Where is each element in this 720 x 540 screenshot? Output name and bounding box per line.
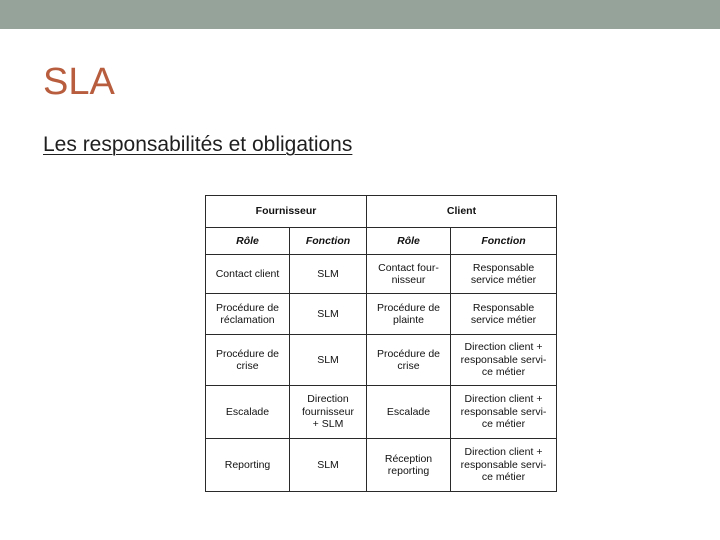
table-row <box>206 255 557 294</box>
table-cell: Procédure de réclamation <box>206 294 290 335</box>
table-row <box>206 294 557 335</box>
column-header-role: Rôle <box>367 228 451 255</box>
slide-subtitle: Les responsabilités et obligations <box>43 133 353 156</box>
group-header-fournisseur: Fournisseur <box>206 196 367 228</box>
table-cell: Procédure de plainte <box>367 294 451 335</box>
column-header-row <box>206 228 557 255</box>
table-cell: SLM <box>290 439 367 492</box>
table-cell: SLM <box>290 294 367 335</box>
table-cell: Responsable service métier <box>451 255 557 294</box>
slide-title: SLA <box>43 61 115 103</box>
column-header-fonction: Fonction <box>451 228 557 255</box>
column-header-fonction: Fonction <box>290 228 367 255</box>
table-cell: Direction client + responsable servi- ce métier <box>451 439 557 492</box>
table-cell: Responsable service métier <box>451 294 557 335</box>
table-cell: Escalade <box>206 386 290 439</box>
table-row <box>206 439 557 492</box>
table-row <box>206 335 557 386</box>
table-cell: Contact four- nisseur <box>367 255 451 294</box>
table-cell: Reporting <box>206 439 290 492</box>
table-cell: Procédure de crise <box>367 335 451 386</box>
table-cell: Direction client + responsable servi- ce métier <box>451 386 557 439</box>
table-cell: Réception reporting <box>367 439 451 492</box>
group-header-client: Client <box>367 196 557 228</box>
sla-table <box>205 195 557 492</box>
table-cell: Procédure de crise <box>206 335 290 386</box>
table-cell: Escalade <box>367 386 451 439</box>
table-cell: SLM <box>290 335 367 386</box>
column-header-role: Rôle <box>206 228 290 255</box>
table-cell: SLM <box>290 255 367 294</box>
table-cell: Contact client <box>206 255 290 294</box>
table-cell: Direction fournisseur + SLM <box>290 386 367 439</box>
group-header-row <box>206 196 557 228</box>
table-cell: Direction client + responsable servi- ce métier <box>451 335 557 386</box>
table-row <box>206 386 557 439</box>
top-bar <box>0 0 720 29</box>
